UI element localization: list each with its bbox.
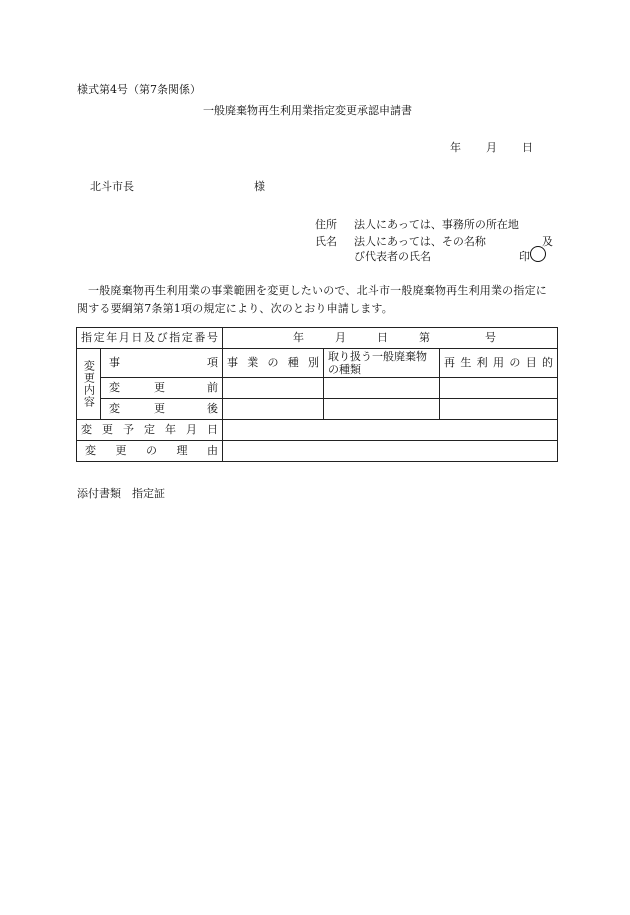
after-business-type-cell[interactable] (223, 399, 324, 420)
attachments-note: 添付書類 指定証 (77, 487, 165, 500)
designation-value[interactable] (223, 328, 558, 349)
item-label-char-2: 項 (207, 356, 218, 370)
designation-row (77, 328, 558, 349)
planned-date-cell[interactable] (223, 420, 558, 441)
reason-cell[interactable] (223, 441, 558, 462)
before-row (77, 378, 558, 399)
before-business-type-cell[interactable] (223, 378, 324, 399)
designation-go: 号 (485, 331, 496, 345)
after-char-2: 更 (154, 402, 165, 416)
name-note-oyobi: 及 (542, 235, 553, 248)
after-char-1: 変 (109, 402, 120, 416)
address-note: 法人にあっては、事務所の所在地 (354, 218, 519, 231)
addressee-honorific: 様 (254, 180, 265, 193)
date-year: 年 (450, 141, 461, 154)
name-label: 氏名 (315, 235, 337, 248)
seal-circle-icon (530, 246, 546, 262)
name-note-2: び代表者の氏名 (354, 250, 431, 263)
change-content-label: 変更内容 (77, 349, 101, 420)
document-title: 一般廃棄物再生利用業指定変更承認申請書 (203, 104, 412, 117)
before-label (101, 378, 223, 399)
col-waste-type: 取り扱う一般廃棄物の種類 (324, 349, 440, 378)
before-purpose-cell[interactable] (440, 378, 558, 399)
after-purpose-cell[interactable] (440, 399, 558, 420)
after-waste-type-cell[interactable] (324, 399, 440, 420)
application-date (450, 141, 533, 155)
after-char-3: 後 (207, 402, 218, 416)
item-label-char-1: 事 (109, 356, 120, 370)
designation-label: 指定年月日及び指定番号 (77, 328, 223, 349)
before-char-1: 変 (109, 381, 120, 395)
addressee: 北斗市長 (90, 180, 134, 193)
after-label (101, 399, 223, 420)
reason-row (77, 441, 558, 462)
application-statement: 一般廃棄物再生利用業の事業範囲を変更したいので、北斗市一般廃棄物再生利用業の指定に関する要綱第7条第1項の規定により、次のとおり申請します。 (77, 284, 547, 315)
designation-year: 年 (293, 331, 304, 345)
planned-date-label: 変更予定年月日 (77, 420, 223, 441)
address-label: 住所 (315, 218, 337, 231)
col-purpose: 再 生 利 用 の 目 的 (440, 349, 558, 378)
designation-month: 月 (335, 331, 346, 345)
reason-char-4: 理 (176, 444, 188, 458)
form-number: 様式第4号（第7条関係） (77, 83, 201, 96)
header-row (77, 349, 558, 378)
reason-char-5: 由 (207, 444, 218, 458)
col-business-type: 事 業 の 種 別 (223, 349, 324, 378)
after-row (77, 399, 558, 420)
reason-char-2: 更 (115, 444, 127, 458)
reason-label (77, 441, 223, 462)
date-day: 日 (522, 141, 533, 154)
reason-char-1: 変 (85, 444, 96, 458)
before-char-3: 前 (207, 381, 218, 395)
before-waste-type-cell[interactable] (324, 378, 440, 399)
seal-label: 印 (519, 250, 530, 263)
designation-dai: 第 (419, 331, 430, 345)
planned-date-row (77, 420, 558, 441)
reason-char-3: の (146, 444, 157, 458)
date-month: 月 (486, 141, 497, 154)
change-details-table (76, 327, 558, 462)
before-char-2: 更 (154, 381, 165, 395)
name-note-1: 法人にあっては、その名称 (354, 235, 486, 248)
item-label (101, 349, 223, 378)
designation-day: 日 (377, 331, 388, 345)
